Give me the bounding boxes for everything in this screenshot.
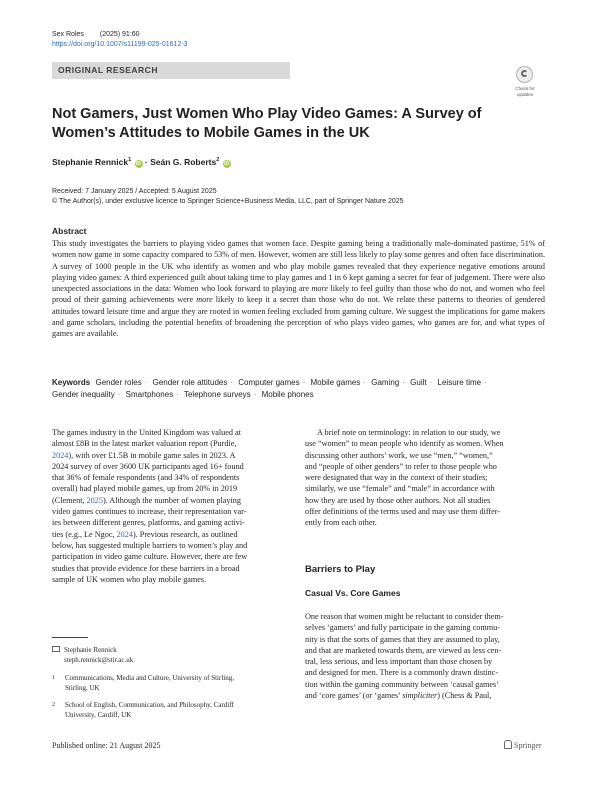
update-icon bbox=[516, 66, 533, 83]
publisher-logo bbox=[504, 740, 542, 750]
abstract-text: This study investigates the barriers to playing video games that women face. Despite gaming being a traditionally male-dominated pastime, 51% of women now game in some capacity compared to 53% of men. However, women are still less likely to play some genres and often face discrimination. A survey of 1000 people in the UK who identify as women and who play mobile games revealed that they experience negative emotions around playing video games: A third experienced guilt about taking time to play games and 1 in 6 kept gaming a secret for fear of judgement. There were also unexpected associations in the data: Women who look forward to playing are more likely to feel guilty than those who do not, and women who feel proud of their gaming achievements were more likely to keep it a secret than those who do not. We relate these patterns to theories of gendered attitudes toward leisure time and argue they are rooted in women feeling excluded from gaming culture. We suggest the implications for game makers and game scholars, including the potential benefits of broadening the perception of who plays video games, who games are for, and what types of games are available. bbox=[52, 239, 546, 339]
keyword: Telephone surveys bbox=[183, 390, 251, 399]
keyword-separator: · bbox=[230, 378, 234, 387]
keywords-line-2 bbox=[52, 390, 314, 399]
text-line: studies that provide evidence for these barriers in a broad bbox=[52, 563, 240, 573]
text-line: use “women” to mean people who identify as women. When bbox=[305, 439, 504, 449]
journal-issue: (2025) 91:60 bbox=[99, 31, 140, 38]
text-line: nity is that the sorts of games that they are assumed to play, bbox=[305, 634, 500, 644]
text-line: (Clement, 2025). Although the number of women playing bbox=[52, 495, 241, 505]
text-line: 2024), with over £1.5B in mobile game sales in 2023. A bbox=[52, 450, 236, 460]
affiliation-number: 2 bbox=[52, 702, 55, 708]
springer-horse-icon bbox=[504, 740, 512, 749]
author-affiliation-sup: 2 bbox=[216, 157, 220, 164]
author-affiliation-sup: 1 bbox=[128, 157, 132, 164]
text-line: selves ‘gamers’ and fully participate in the gaming commu- bbox=[305, 623, 500, 633]
keyword-separator: · bbox=[253, 390, 257, 399]
text-line: tral, less serious, and less important than those chosen by bbox=[305, 657, 493, 667]
text-line: tion within the gaming community between ‘causal games’ bbox=[305, 679, 499, 689]
abstract-heading: Abstract bbox=[52, 226, 87, 236]
keyword: Guilt bbox=[410, 378, 427, 387]
affiliation-number: 1 bbox=[52, 675, 55, 681]
keyword: Gaming bbox=[371, 378, 400, 387]
text-line: 2024 survey of over 3600 UK participants aged 16+ found bbox=[52, 461, 244, 471]
affiliation-1 bbox=[52, 674, 292, 694]
text-line: ently from each other. bbox=[305, 518, 377, 528]
text-line: ties (e.g., Le Ngoc, 2024). Previous research, as outlined bbox=[52, 529, 238, 539]
affiliation-line: Communications, Media and Culture, University of Stirling, bbox=[65, 674, 234, 682]
keyword-separator: · bbox=[484, 378, 487, 387]
badge-line2: updates bbox=[516, 92, 533, 97]
article-type-banner bbox=[52, 62, 290, 79]
text-line: overall) had played mobile games, up from 20% in 2019 bbox=[52, 484, 238, 494]
keyword: Smartphones bbox=[125, 390, 174, 399]
check-for-updates-badge[interactable] bbox=[508, 66, 542, 104]
text-line: and that are marketed towards them, are viewed as less cen- bbox=[305, 645, 502, 655]
text-line: offer definitions of the terms used and may use them differ- bbox=[305, 507, 501, 517]
keyword: Computer games bbox=[238, 378, 300, 387]
text-line: One reason that women might be reluctant to consider them- bbox=[305, 612, 504, 621]
text-line: participation in video game culture. However, there are few bbox=[52, 552, 248, 562]
text-line: discussing other authors’ work, we use “men,” “women,” bbox=[305, 450, 493, 460]
text-line: were designated that way in the context of their studies; bbox=[305, 473, 488, 483]
author-separator: · bbox=[144, 157, 148, 167]
doi-link[interactable]: https://doi.org/10.1007/s11199-025-01612-3 bbox=[52, 41, 188, 48]
author-list bbox=[52, 157, 231, 168]
keyword-separator: · bbox=[144, 378, 148, 387]
text-line: that 36% of female respondents (and 34% of respondents bbox=[52, 473, 240, 483]
received-dates: Received: 7 January 2025 / Accepted: 5 August 2025 bbox=[52, 188, 217, 195]
keyword: Mobile phones bbox=[261, 390, 314, 399]
affiliation-line: University, Cardiff, UK bbox=[65, 710, 132, 719]
author-name[interactable]: Stephanie Rennick bbox=[52, 157, 129, 167]
text-line: how they are used by those other authors. Not all studies bbox=[305, 495, 491, 505]
keywords-line-1 bbox=[52, 378, 490, 387]
keyword-separator: · bbox=[363, 378, 366, 387]
keyword-separator: · bbox=[176, 390, 179, 399]
text-line: A brief note on terminology: in relation to our study, we bbox=[317, 428, 501, 437]
published-date: Published online: 21 August 2025 bbox=[52, 741, 161, 750]
section-heading: Barriers to Play bbox=[305, 564, 376, 575]
text-line: and “people of other genders” to refer to those people who bbox=[305, 461, 497, 471]
publisher-name: Springer bbox=[514, 741, 542, 750]
keyword: Gender role attitudes bbox=[152, 378, 228, 387]
text-line: and ‘core games’ (or ‘games’ simpliciter) (Chess & Paul, bbox=[305, 691, 492, 701]
keywords-label: Keywords bbox=[52, 378, 91, 387]
author-name[interactable]: Seán G. Roberts bbox=[150, 157, 217, 167]
affiliation-line: Stirling, UK bbox=[65, 683, 100, 692]
keyword: Gender roles bbox=[95, 378, 142, 387]
article-title: Not Gamers, Just Women Who Play Video Games: A Survey of Women’s Attitudes to Mobile Games in the UK bbox=[52, 106, 482, 141]
casual-core-paragraph bbox=[305, 611, 545, 701]
text-line: almost £8B in the latest market valuation report (Purdie, bbox=[52, 439, 237, 449]
text-line: video games continues to increase, their representation var- bbox=[52, 507, 247, 517]
text-line: sample of UK women who play mobile games. bbox=[52, 574, 207, 584]
text-line: The games industry in the United Kingdom was valued at bbox=[52, 428, 241, 437]
keyword: Mobile games bbox=[310, 378, 361, 387]
copyright-notice: © The Author(s), under exclusive licence to Springer Science+Business Media, LLC, part of Springer Nature 2025 bbox=[52, 198, 404, 205]
correspondence-block bbox=[52, 646, 133, 665]
affiliation-line: School of English, Communication, and Philosophy, Cardiff bbox=[65, 701, 234, 709]
keyword-separator: · bbox=[402, 378, 405, 387]
badge-line1: Check for bbox=[515, 86, 535, 91]
journal-header bbox=[52, 31, 140, 38]
keyword-separator: · bbox=[117, 390, 121, 399]
text-line: ies between different genres, platforms, and gaming activi- bbox=[52, 518, 245, 528]
article-type-label: ORIGINAL RESEARCH bbox=[58, 65, 158, 75]
keyword-separator: · bbox=[302, 378, 306, 387]
keyword: Gender inequality bbox=[52, 390, 115, 399]
text-line: below, has suggested multiple barriers to women’s play and bbox=[52, 540, 248, 550]
footnote-divider bbox=[52, 637, 88, 638]
corresponding-author: Stephanie Rennick bbox=[64, 646, 117, 654]
affiliation-2 bbox=[52, 701, 292, 721]
orcid-icon[interactable]: iD bbox=[224, 161, 230, 167]
keyword: Leisure time bbox=[437, 378, 482, 387]
corresponding-email[interactable]: steph.rennick@stir.ac.uk bbox=[64, 655, 134, 664]
journal-name: Sex Roles bbox=[52, 31, 84, 38]
terminology-paragraph bbox=[305, 427, 545, 529]
intro-paragraph bbox=[52, 427, 290, 585]
keyword-separator: · bbox=[429, 378, 433, 387]
text-line: similarly, we use “female” and “male” in accordance with bbox=[305, 484, 495, 494]
subsection-heading: Casual Vs. Core Games bbox=[305, 588, 401, 598]
envelope-icon bbox=[52, 646, 60, 652]
text-line: and designed for men. There is a commonly drawn distinc- bbox=[305, 668, 499, 678]
orcid-icon[interactable]: iD bbox=[136, 161, 141, 167]
